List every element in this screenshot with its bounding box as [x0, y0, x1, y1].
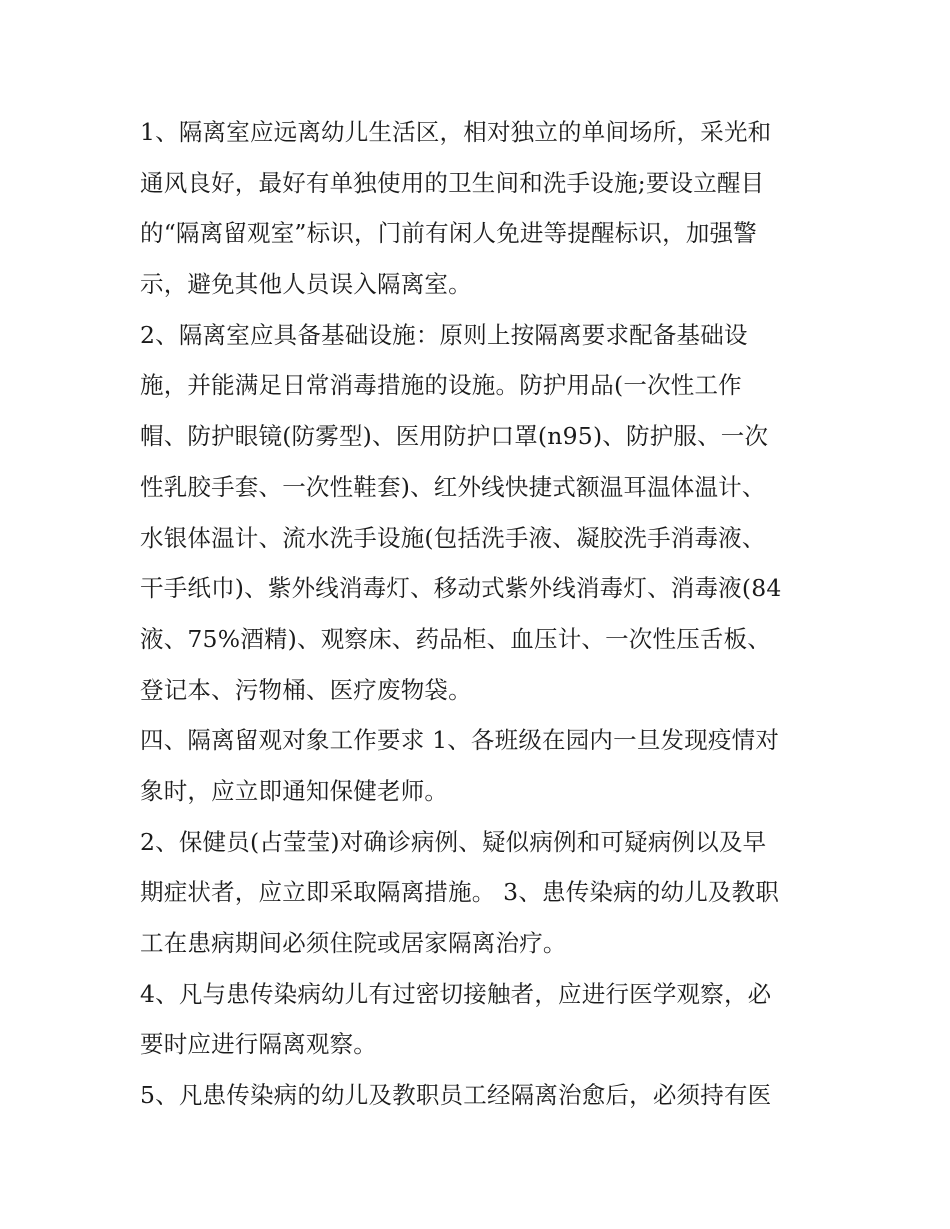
- text-line: 通风良好，最好有单独使用的卫生间和洗手设施;要设立醒目: [140, 168, 765, 197]
- text-line: 象时，应立即通知保健老师。: [140, 776, 449, 805]
- paragraph-recovery-certificate: [140, 1070, 812, 1121]
- text-line: 的“隔离留观室”标识，门前有闲人免进等提醒标识，加强警: [140, 219, 757, 248]
- text-line: 2、保健员(占莹莹)对确诊病例、疑似病例和可疑病例以及早: [140, 827, 767, 856]
- paragraph-isolation-room-facilities: [140, 310, 812, 716]
- text-line: 帽、防护眼镜(防雾型)、医用防护口罩(n95)、防护服、一次: [140, 422, 769, 451]
- text-line: 干手纸巾)、紫外线消毒灯、移动式紫外线消毒灯、消毒液(84: [140, 574, 782, 603]
- text-line: 4、凡与患传染病幼儿有过密切接触者，应进行医学观察，必: [140, 979, 772, 1008]
- text-line: 5、凡患传染病的幼儿及教职员工经隔离治愈后，必须持有医: [140, 1081, 772, 1110]
- text-line: 期症状者，应立即采取隔离措施。 3、患传染病的幼儿及教职: [140, 878, 780, 907]
- text-line: 性乳胶手套、一次性鞋套)、红外线快捷式额温耳温体温计、: [140, 472, 766, 501]
- paragraph-section-four-requirements: [140, 715, 812, 816]
- text-line: 施，并能满足日常消毒措施的设施。防护用品(一次性工作: [140, 371, 742, 400]
- text-line: 示，避免其他人员误入隔离室。: [140, 270, 472, 299]
- text-line: 1、隔离室应远离幼儿生活区，相对独立的单间场所，采光和: [140, 118, 772, 146]
- document-body: [140, 107, 812, 1121]
- text-line: 2、隔离室应具备基础设施：原则上按隔离要求配备基础设: [140, 320, 748, 349]
- text-line: 登记本、污物桶、医疗废物袋。: [140, 675, 472, 704]
- paragraph-isolation-room-location: [140, 107, 812, 310]
- text-line: 水银体温计、流水洗手设施(包括洗手液、凝胶洗手消毒液、: [140, 523, 766, 552]
- paragraph-close-contacts: [140, 969, 812, 1070]
- text-line: 四、隔离留观对象工作要求 1、各班级在园内一旦发现疫情对: [140, 726, 780, 755]
- text-line: 液、75%酒精)、观察床、药品柜、血压计、一次性压舌板、: [140, 624, 771, 653]
- text-line: 要时应进行隔离观察。: [140, 1030, 377, 1059]
- text-line: 工在患病期间必须住院或居家隔离治疗。: [140, 929, 567, 957]
- paragraph-health-worker-measures: [140, 817, 812, 969]
